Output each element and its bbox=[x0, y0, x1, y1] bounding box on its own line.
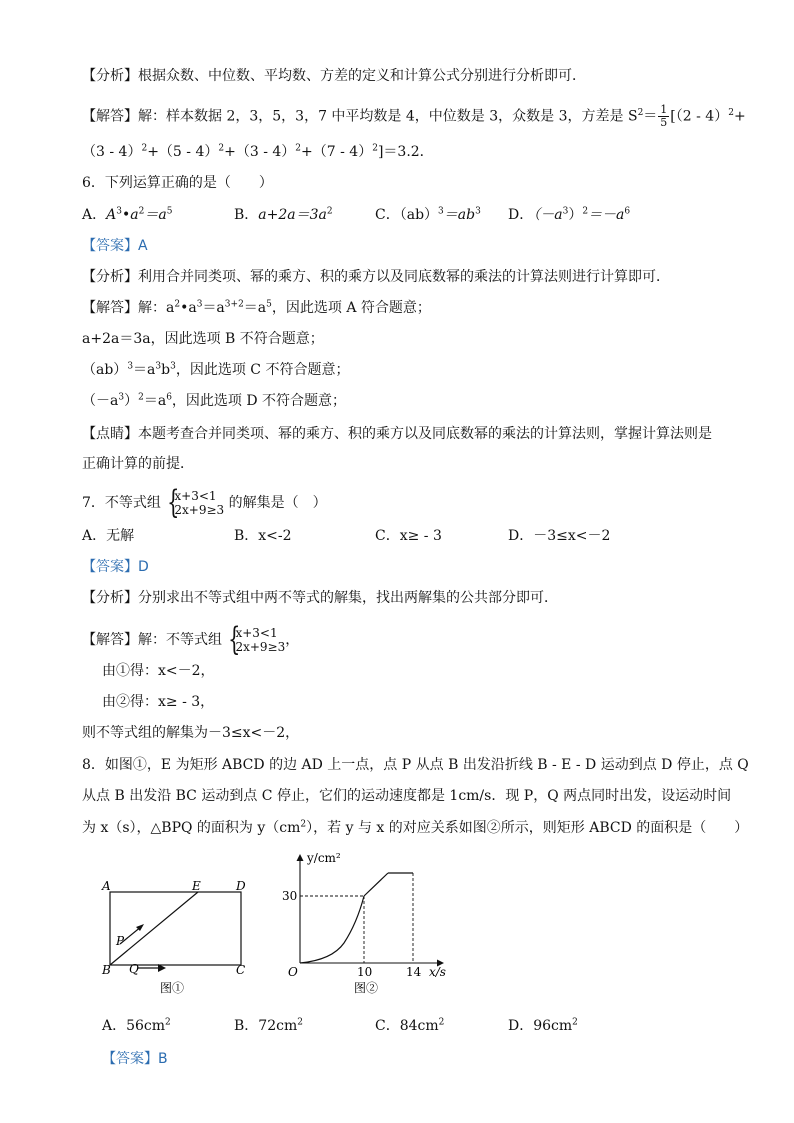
label-b: B bbox=[102, 963, 111, 977]
sup: 3 bbox=[155, 361, 162, 372]
eq: ＝ bbox=[643, 108, 658, 125]
q8-stem-3 bbox=[82, 818, 748, 838]
point-tag: 【点睛】 bbox=[82, 426, 138, 442]
x-axis-label: x/s bbox=[429, 965, 446, 979]
label-e: E bbox=[192, 879, 201, 893]
q6-stem: 6．下列运算正确的是（ ） bbox=[82, 175, 273, 191]
rising-segment bbox=[364, 873, 388, 896]
q7-result: 则不等式组的解集为－3≤x<－2， bbox=[82, 725, 300, 741]
y-axis-label: y/cm² bbox=[307, 851, 341, 865]
analysis-text: 根据众数、中位数、平均数、方差的定义和计算公式分别进行分析即可． bbox=[138, 68, 586, 84]
frac-num: 1 bbox=[660, 103, 668, 116]
figure-2-graph bbox=[282, 848, 462, 998]
t: 的解集是（ ） bbox=[228, 495, 327, 511]
ineq: { x+3<1 bbox=[235, 626, 278, 640]
sup: 5 bbox=[266, 299, 272, 310]
term: ]＝3.2． bbox=[377, 144, 434, 160]
t: 解：不等式组 bbox=[138, 632, 222, 648]
ineq: { x+3<1 bbox=[174, 489, 217, 503]
answer-tag: 【答案】 bbox=[102, 1051, 158, 1067]
t: ＝a bbox=[202, 300, 225, 316]
term: +（5 - 4） bbox=[147, 144, 219, 160]
tick-x-14: 14 bbox=[406, 965, 422, 979]
sup: 2 bbox=[300, 819, 307, 830]
analysis-tag: 【分析】 bbox=[82, 590, 138, 606]
q7-step-2: 由②得：x≥ - 3， bbox=[102, 694, 215, 710]
sup: 2 bbox=[141, 143, 148, 154]
option-label: C． bbox=[375, 207, 400, 223]
q6-answer bbox=[82, 236, 148, 256]
q6-analysis bbox=[82, 267, 670, 287]
figure-1-rectangle bbox=[98, 874, 258, 1004]
q6-option-c bbox=[375, 205, 481, 225]
sup: 6 bbox=[166, 392, 172, 403]
answer-tag: 【答案】 bbox=[82, 559, 138, 575]
sup: 3 bbox=[127, 361, 134, 372]
sup: 3 bbox=[562, 206, 569, 217]
inequality-system bbox=[165, 489, 224, 517]
t: A bbox=[106, 207, 117, 223]
ineq: 2x+9≥3 bbox=[235, 640, 286, 654]
term: +（7 - 4） bbox=[301, 144, 373, 160]
t: ， bbox=[285, 632, 300, 648]
solution-continued bbox=[82, 142, 434, 162]
t: （－a bbox=[82, 393, 119, 409]
label-c: C bbox=[236, 963, 246, 977]
t: 7．不等式组 bbox=[82, 495, 161, 511]
sup: 2 bbox=[165, 1017, 171, 1028]
t: ＝a bbox=[133, 362, 156, 378]
sup: 2 bbox=[728, 107, 734, 118]
inequality-system bbox=[226, 626, 285, 654]
sup: 2 bbox=[174, 299, 181, 310]
analysis-text: 分别求出不等式组中两不等式的解集，找出两解集的公共部分即可． bbox=[138, 590, 558, 606]
t: a+2a＝3a bbox=[258, 207, 327, 223]
q7-step-1: 由①得：x<－2， bbox=[102, 663, 215, 679]
sup: 2 bbox=[372, 143, 378, 154]
sup: 3 bbox=[438, 206, 444, 217]
q6-option-b bbox=[234, 205, 333, 225]
q6-solution-4 bbox=[82, 391, 346, 411]
label-a: A bbox=[102, 879, 111, 893]
t: （－a bbox=[533, 207, 563, 223]
t: ＝a bbox=[243, 300, 267, 316]
t: ＝a bbox=[143, 393, 167, 409]
analysis-text: 利用合并同类项、幂的乘方、积的乘方以及同底数幂的乘法的计算法则进行计算即可． bbox=[138, 269, 670, 285]
t: C．84cm bbox=[375, 1018, 439, 1034]
rectangle-abcd bbox=[110, 892, 241, 965]
t: ，因此选项 D 不符合题意； bbox=[171, 393, 347, 409]
frac-den: 5 bbox=[660, 116, 668, 129]
tick-y-30: 30 bbox=[282, 889, 298, 903]
q8-stem-2: 从点 B 出发沿 BC 运动到点 C 停止，它们的运动速度都是 1cm/s．现 P，Q 两点同时出发，设运动时间 bbox=[82, 788, 732, 804]
analysis-line bbox=[82, 66, 586, 86]
answer-value: D bbox=[138, 559, 149, 575]
t: ） bbox=[568, 207, 583, 223]
q7-option-a: A．无解 bbox=[82, 528, 135, 544]
y-axis-arrow bbox=[297, 854, 304, 861]
t: 为 x（s），△BPQ 的面积为 y（cm bbox=[82, 820, 301, 836]
t: •a bbox=[180, 300, 197, 316]
option-label: D． bbox=[508, 207, 534, 223]
origin-label: O bbox=[288, 965, 298, 979]
sup: 2 bbox=[572, 1017, 578, 1028]
sup: 2 bbox=[326, 206, 333, 217]
answer-value: A bbox=[138, 238, 148, 254]
t: ，因此选项 C 不符合题意； bbox=[175, 362, 350, 378]
caption-figure-2: 图② bbox=[354, 981, 379, 995]
q6-option-a bbox=[82, 205, 172, 225]
tick-x-10: 10 bbox=[357, 965, 373, 979]
sup: 3 bbox=[475, 206, 481, 217]
term: +（3 - 4） bbox=[224, 144, 296, 160]
q6-solution-2: a+2a＝3a，因此选项 B 不符合题意； bbox=[82, 331, 324, 347]
q6-solution-3 bbox=[82, 360, 349, 380]
sup: 3+2 bbox=[224, 299, 244, 310]
t: ＝－a bbox=[588, 207, 625, 223]
solution-text: 解：样本数据 2，3，5，3，7 中平均数是 4，中位数是 3，众数是 3，方差是 S bbox=[138, 108, 638, 125]
q7-option-b: B．x<-2 bbox=[234, 528, 292, 544]
segment-be bbox=[110, 892, 198, 965]
curve-segment bbox=[300, 896, 364, 963]
sup: 6 bbox=[624, 206, 631, 217]
analysis-tag: 【分析】 bbox=[82, 68, 138, 84]
sup: 3 bbox=[170, 361, 176, 372]
q6-solution-1 bbox=[82, 298, 431, 318]
q7-analysis bbox=[82, 588, 558, 608]
t: 解：a bbox=[138, 300, 175, 316]
t: A．56cm bbox=[102, 1018, 166, 1034]
option-label: A． bbox=[82, 207, 107, 223]
t: （ab） bbox=[399, 207, 439, 223]
q7-option-c: C．x≥ - 3 bbox=[375, 528, 442, 544]
solution-tail-end: + bbox=[733, 108, 746, 125]
sup: 2 bbox=[438, 1017, 445, 1028]
t: ） bbox=[124, 393, 139, 409]
sup: 3 bbox=[116, 206, 122, 217]
analysis-tag: 【分析】 bbox=[82, 269, 138, 285]
answer-tag: 【答案】 bbox=[82, 238, 138, 254]
caption-figure-1: 图① bbox=[160, 981, 185, 995]
t: D．96cm bbox=[508, 1018, 573, 1034]
t: •a bbox=[121, 207, 139, 223]
q6-option-d bbox=[508, 205, 630, 225]
q8-option-d bbox=[508, 1016, 578, 1036]
t: （ab） bbox=[82, 362, 128, 378]
sup: 2 bbox=[637, 107, 644, 118]
sup: 3 bbox=[118, 392, 125, 403]
q8-option-a bbox=[102, 1016, 171, 1036]
q6-point bbox=[82, 424, 712, 444]
answer-value: B bbox=[158, 1051, 168, 1067]
t: ＝a bbox=[144, 207, 167, 223]
sup: 5 bbox=[166, 206, 173, 217]
label-q: Q bbox=[129, 962, 139, 976]
label-d: D bbox=[236, 879, 246, 893]
t: ＝ab bbox=[443, 207, 476, 223]
term: （3 - 4） bbox=[82, 144, 142, 160]
sup: 2 bbox=[138, 206, 145, 217]
q7-answer bbox=[82, 557, 149, 577]
t: B．72cm bbox=[234, 1018, 298, 1034]
t: ），若 y 与 x 的对应关系如图②所示，则矩形 ABCD 的面积是（ ） bbox=[306, 820, 749, 836]
q8-option-b bbox=[234, 1016, 303, 1036]
q7-stem bbox=[82, 489, 327, 517]
option-label: B． bbox=[234, 207, 259, 223]
label-p: P bbox=[116, 934, 125, 948]
sup: 2 bbox=[138, 392, 144, 403]
sup: 2 bbox=[295, 143, 302, 154]
solution-tail: [（2 - 4） bbox=[670, 108, 729, 125]
q6-point-2: 正确计算的前提． bbox=[82, 456, 194, 472]
ineq: 2x+9≥3 bbox=[174, 503, 225, 517]
solution-tag: 【解答】 bbox=[82, 108, 138, 125]
sup: 3 bbox=[196, 299, 203, 310]
solution-tag: 【解答】 bbox=[82, 300, 138, 316]
fraction bbox=[658, 104, 669, 129]
point-text: 本题考查合并同类项、幂的乘方、积的乘方以及同底数幂的乘法的计算法则，掌握计算法则是 bbox=[138, 426, 712, 442]
t: b bbox=[161, 362, 171, 378]
solution-tag: 【解答】 bbox=[82, 632, 138, 648]
solution-line bbox=[82, 104, 746, 129]
sup: 2 bbox=[218, 143, 225, 154]
q8-stem-1: 8．如图①，E 为矩形 ABCD 的边 AD 上一点，点 P 从点 B 出发沿折线 B - E - D 运动到点 D 停止，点 Q bbox=[82, 757, 749, 773]
q8-answer bbox=[102, 1049, 168, 1069]
t: ，因此选项 A 符合题意； bbox=[271, 300, 431, 316]
sup: 2 bbox=[582, 206, 589, 217]
q7-solution bbox=[82, 626, 299, 654]
q7-option-d: D．－3≤x<－2 bbox=[508, 528, 611, 544]
sup: 2 bbox=[297, 1017, 303, 1028]
q8-option-c bbox=[375, 1016, 444, 1036]
